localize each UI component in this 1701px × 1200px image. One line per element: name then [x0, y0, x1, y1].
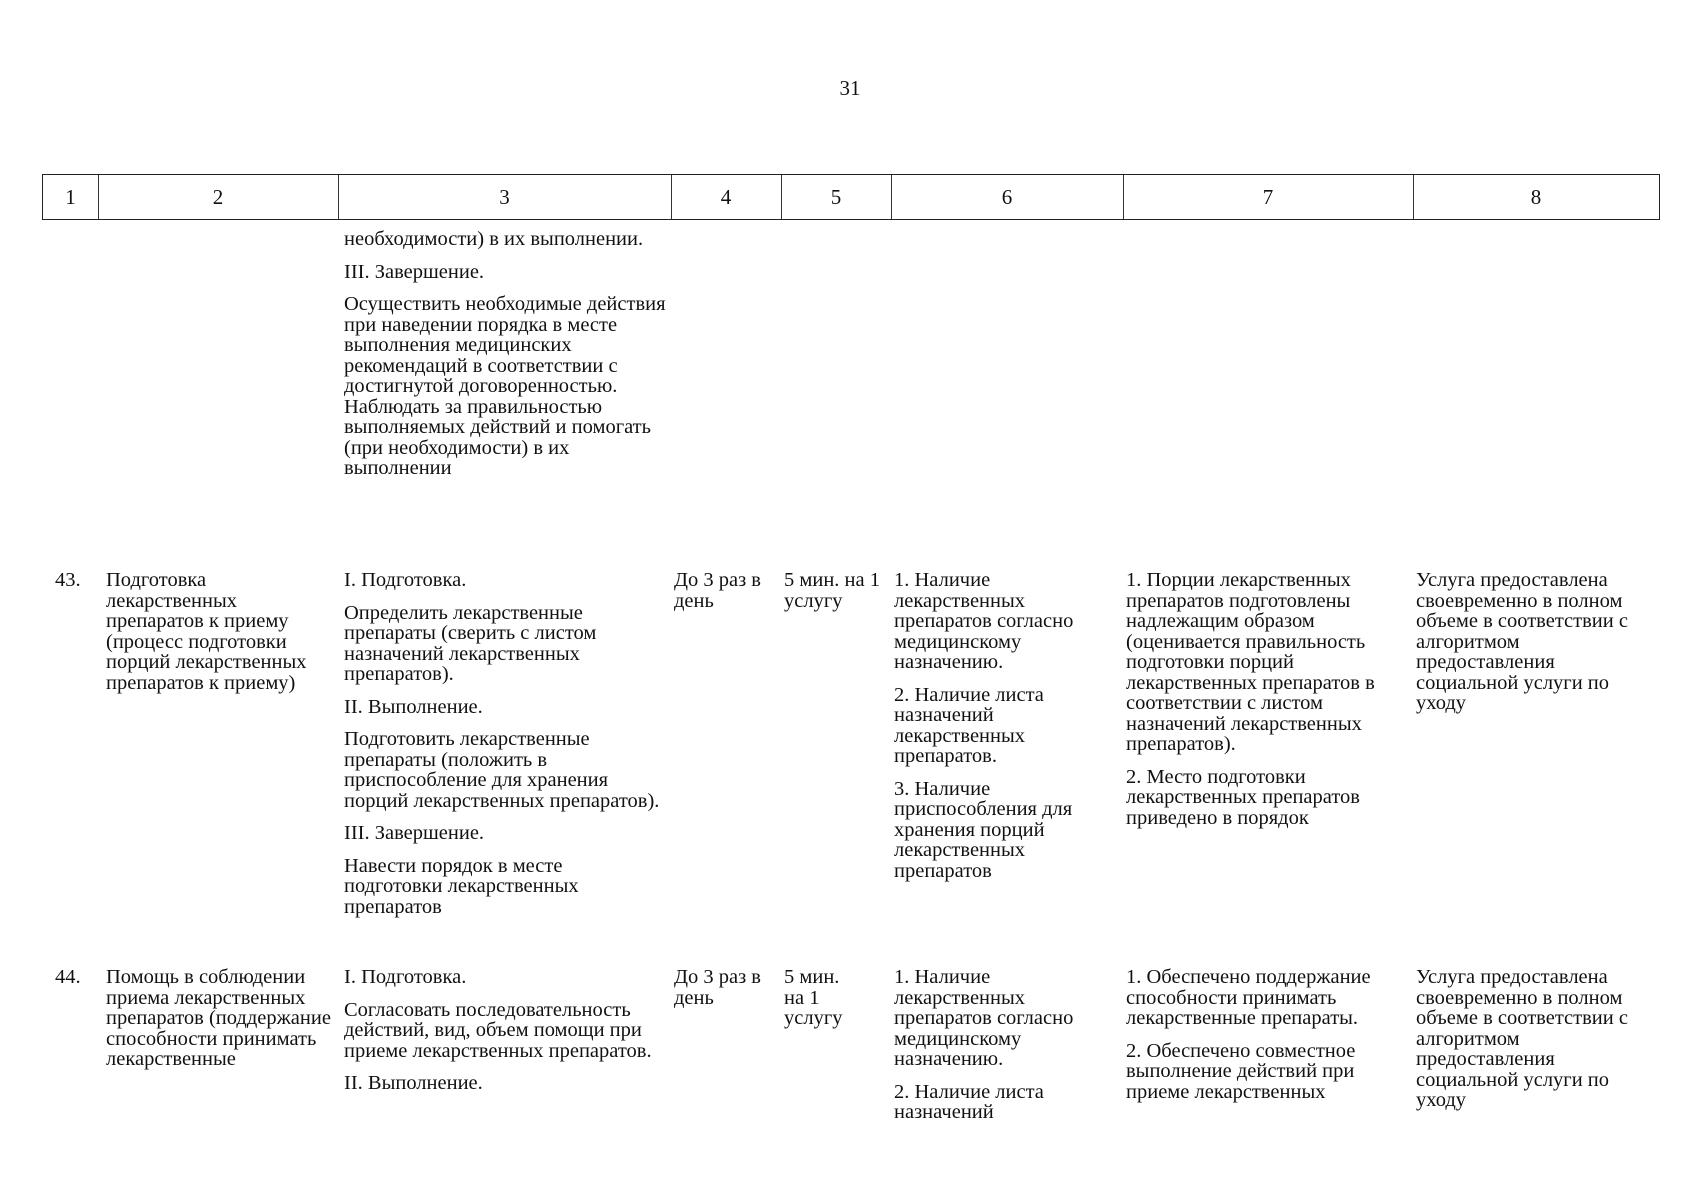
service-name-text: Помощь в соблюдении приема лекарственных препаратов (поддержание способности принимать лекарственные	[106, 966, 331, 1070]
action-paragraph: I. Подготовка.	[344, 966, 467, 988]
result-paragraph: Услуга предоставлена своевременно в полном объеме в соответствии с алгоритмом предоставления социальной услуги по уходу	[1416, 569, 1628, 714]
header-col-7: 7	[1262, 184, 1274, 209]
action-paragraph: II. Выполнение.	[344, 1072, 483, 1094]
action-paragraph: III. Завершение.	[344, 260, 485, 283]
action-paragraph: Навести порядок в месте подготовки лекарственных препаратов	[344, 854, 579, 918]
quality-paragraph: 1. Порции лекарственных препаратов подготовлены надлежащим образом (оценивается правильность подготовки порций лекарственных препаратов в соответствии с листом назначений лекарственных препаратов).	[1126, 569, 1375, 755]
service-name	[106, 967, 338, 1070]
service-result	[1416, 570, 1656, 714]
service-conditions	[894, 967, 1116, 1123]
row-number: 43.	[55, 569, 81, 591]
service-name	[106, 570, 338, 693]
header-col-1: 1	[65, 184, 76, 209]
service-frequency: До 3 раз в день	[674, 569, 761, 612]
service-actions	[344, 570, 666, 917]
header-col-8: 8	[1530, 184, 1542, 209]
condition-paragraph: 1. Наличие лекарственных препаратов согласно медицинскому назначению.	[894, 966, 1074, 1070]
service-quality	[1126, 570, 1410, 828]
service-name-text: Подготовка лекарственных препаратов к приему (процесс подготовки порций лекарственных препаратов к приему)	[106, 569, 307, 694]
header-col-2: 2	[212, 184, 224, 209]
action-paragraph: Определить лекарственные препараты (сверить с листом назначений лекарственных препаратов).	[344, 601, 597, 685]
action-paragraph: II. Выполнение.	[344, 695, 483, 718]
condition-paragraph: 2. Наличие листа назначений лекарственных препаратов.	[894, 683, 1044, 767]
action-paragraph: Подготовить лекарственные препараты (положить в приспособление для хранения порций лекарственных препаратов).	[344, 728, 660, 812]
row-number: 44.	[55, 966, 81, 988]
page-number: 31	[839, 76, 861, 100]
header-col-3: 3	[499, 184, 510, 209]
action-paragraph: III. Завершение.	[344, 822, 485, 844]
quality-paragraph: 1. Обеспечено поддержание способности принимать лекарственные препараты.	[1126, 966, 1371, 1029]
table-header	[42, 174, 1660, 220]
service-quality	[1126, 967, 1410, 1102]
header-col-6: 6	[1001, 184, 1013, 209]
service-duration: 5 мин. на 1 услугу	[784, 569, 880, 612]
row-continuation-actions	[344, 229, 666, 479]
service-result	[1416, 967, 1656, 1111]
action-paragraph: необходимости) в их выполнении.	[344, 228, 644, 250]
condition-paragraph: 3. Наличие приспособления для хранения порций лекарственных препаратов	[894, 777, 1073, 882]
action-paragraph: Согласовать последовательность действий, вид, объем помощи при приеме лекарственных препаратов.	[344, 998, 652, 1062]
quality-paragraph: 2. Обеспечено совместное выполнение действий при приеме лекарственных	[1126, 1039, 1356, 1103]
service-duration: 5 мин. на 1 услугу	[784, 966, 843, 1029]
quality-paragraph: 2. Место подготовки лекарственных препаратов приведено в порядок	[1126, 765, 1360, 829]
action-paragraph: I. Подготовка.	[344, 569, 467, 591]
service-conditions	[894, 570, 1116, 881]
service-frequency: До 3 раз в день	[674, 966, 761, 1009]
result-paragraph: Услуга предоставлена своевременно в полном объеме в соответствии с алгоритмом предоставления социальной услуги по уходу	[1416, 966, 1628, 1111]
condition-paragraph: 2. Наличие листа назначений	[894, 1080, 1044, 1123]
action-paragraph: Осуществить необходимые действия при наведении порядка в месте выполнения медицинских рекомендаций в соответствии с достигнутой договоренностью. Наблюдать за правильностью выполняемых действий и помогать (при необходимости) в их выполнении	[344, 293, 666, 479]
condition-paragraph: 1. Наличие лекарственных препаратов согласно медицинскому назначению.	[894, 569, 1074, 673]
header-col-4: 4	[720, 184, 732, 209]
service-actions	[344, 967, 666, 1094]
header-col-5: 5	[830, 184, 842, 209]
